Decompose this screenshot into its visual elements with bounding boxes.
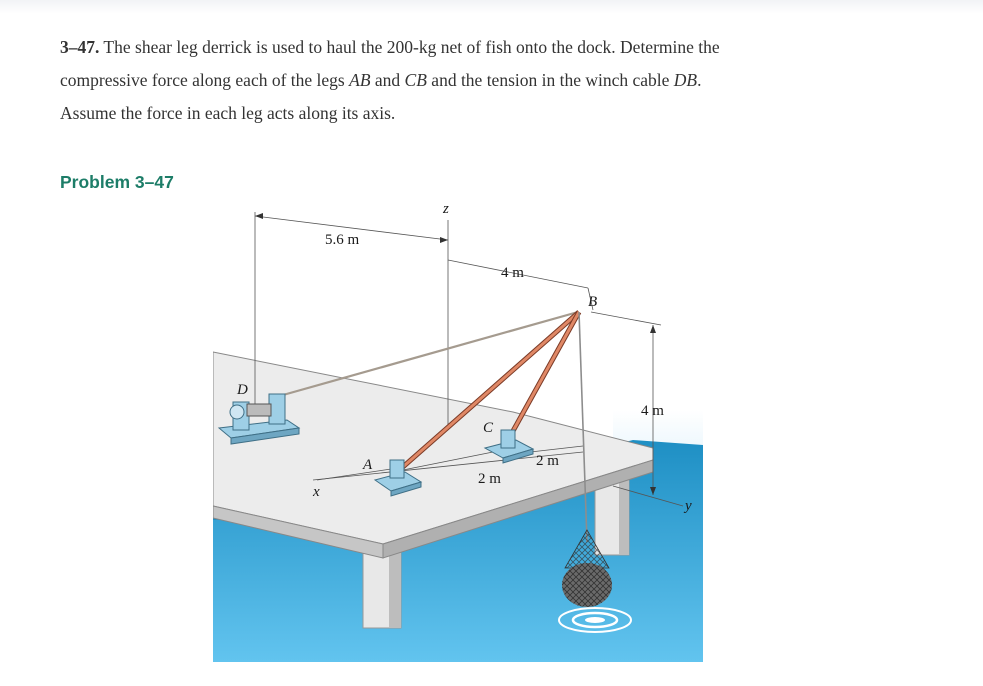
- top-strip: [0, 0, 983, 14]
- derrick-illustration: [213, 190, 703, 662]
- problem-line-2c: and the tension in the winch cable: [426, 70, 674, 90]
- dim-label-4m-side: 4 m: [641, 403, 664, 419]
- dim-label-4m-top: 4 m: [501, 265, 524, 281]
- axis-label-y: y: [685, 498, 692, 514]
- axis-label-x: x: [313, 484, 320, 500]
- problem-line-1-text: The shear leg derrick is used to haul the 200-kg net of fish onto the dock. Determine the: [99, 37, 720, 57]
- dim-label-2m-a: 2 m: [478, 471, 501, 487]
- point-label-a: A: [363, 457, 373, 473]
- problem-line-2: [60, 64, 940, 97]
- problem-line-2b: and: [370, 70, 405, 90]
- point-label-c: C: [483, 420, 494, 436]
- cable-db-label: DB: [673, 70, 698, 90]
- problem-number: 3–47.: [60, 37, 100, 57]
- problem-statement: [60, 31, 940, 130]
- dim-label-2m-b: 2 m: [536, 453, 559, 469]
- point-label-b: B: [588, 294, 598, 310]
- problem-line-2d: .: [697, 70, 702, 90]
- problem-figure-label: Problem 3–47: [60, 172, 174, 192]
- dim-label-5-6m: 5.6 m: [325, 232, 360, 248]
- problem-line-3: Assume the force in each leg acts along its axis.: [60, 103, 396, 123]
- problem-line-2a: compressive force along each of the legs: [60, 70, 350, 90]
- leg-ab-label: AB: [349, 70, 371, 90]
- leg-cb-label: CB: [404, 70, 427, 90]
- point-label-d: D: [237, 382, 248, 398]
- problem-figure: [213, 190, 703, 662]
- axis-label-z: z: [443, 201, 449, 217]
- problem-line-1: [60, 31, 940, 64]
